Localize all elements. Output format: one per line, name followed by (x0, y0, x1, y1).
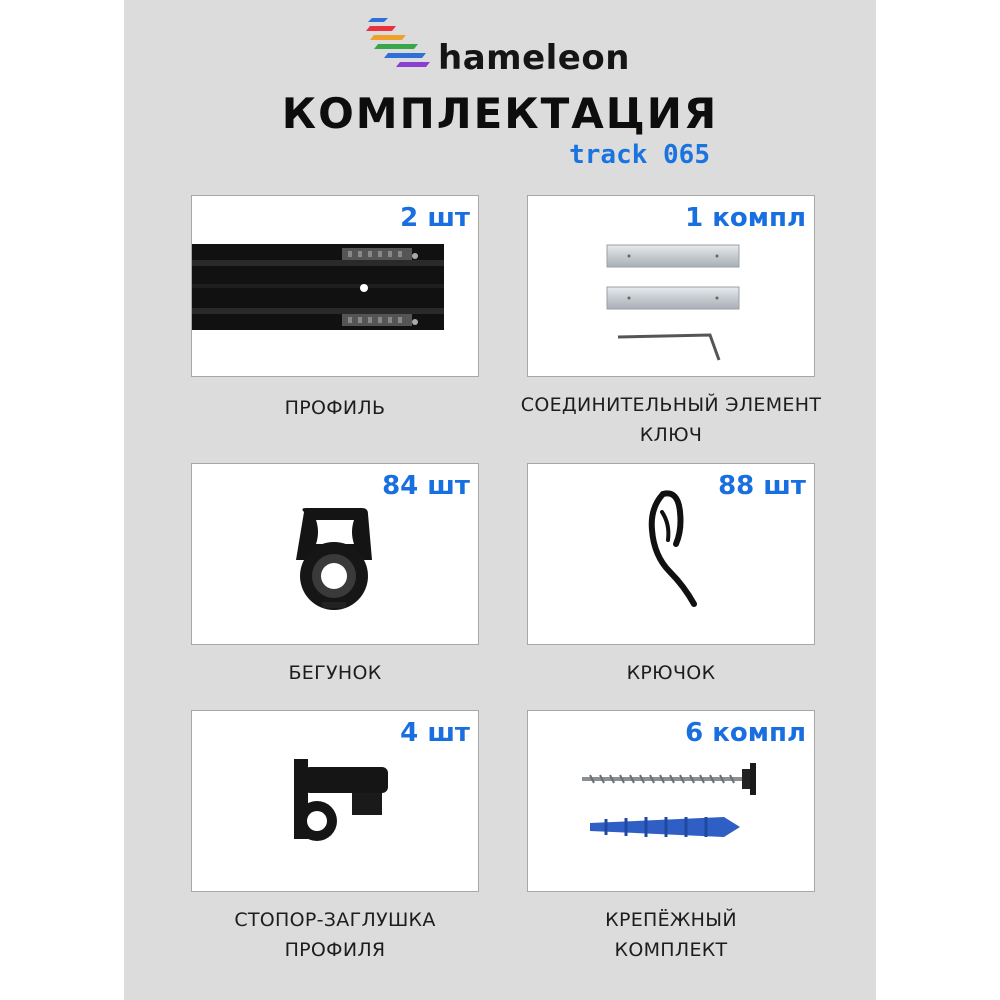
card-connector (527, 195, 815, 377)
chameleon-stripes-icon (366, 14, 436, 74)
item-label: КОМПЛЕКТ (614, 939, 728, 961)
item-label: БЕГУНОК (288, 662, 382, 684)
quantity-badge: 6 компл (685, 718, 806, 748)
card-runner (191, 463, 479, 645)
card-profile (191, 195, 479, 377)
card-fasteners (527, 710, 815, 892)
item-label: КРЮЧОК (626, 662, 716, 684)
item-label: СОЕДИНИТЕЛЬНЫЙ ЭЛЕМЕНТ (520, 394, 822, 416)
item-label: СТОПОР-ЗАГЛУШКА (234, 909, 436, 931)
card-stopper (191, 710, 479, 892)
item-label: КРЕПЁЖНЫЙ (605, 909, 737, 931)
quantity-badge: 2 шт (400, 203, 470, 233)
model-name: track 065 (569, 140, 710, 170)
brand-name: hameleon (438, 38, 630, 78)
quantity-badge: 4 шт (400, 718, 470, 748)
page-title: КОМПЛЕКТАЦИЯ (281, 89, 719, 138)
quantity-badge: 1 компл (685, 203, 806, 233)
item-label: КЛЮЧ (639, 424, 703, 446)
item-label: ПРОФИЛЬ (284, 397, 386, 419)
quantity-badge: 88 шт (718, 471, 806, 501)
card-hook (527, 463, 815, 645)
brand-logo (366, 14, 636, 78)
item-label: ПРОФИЛЯ (284, 939, 386, 961)
quantity-badge: 84 шт (382, 471, 470, 501)
